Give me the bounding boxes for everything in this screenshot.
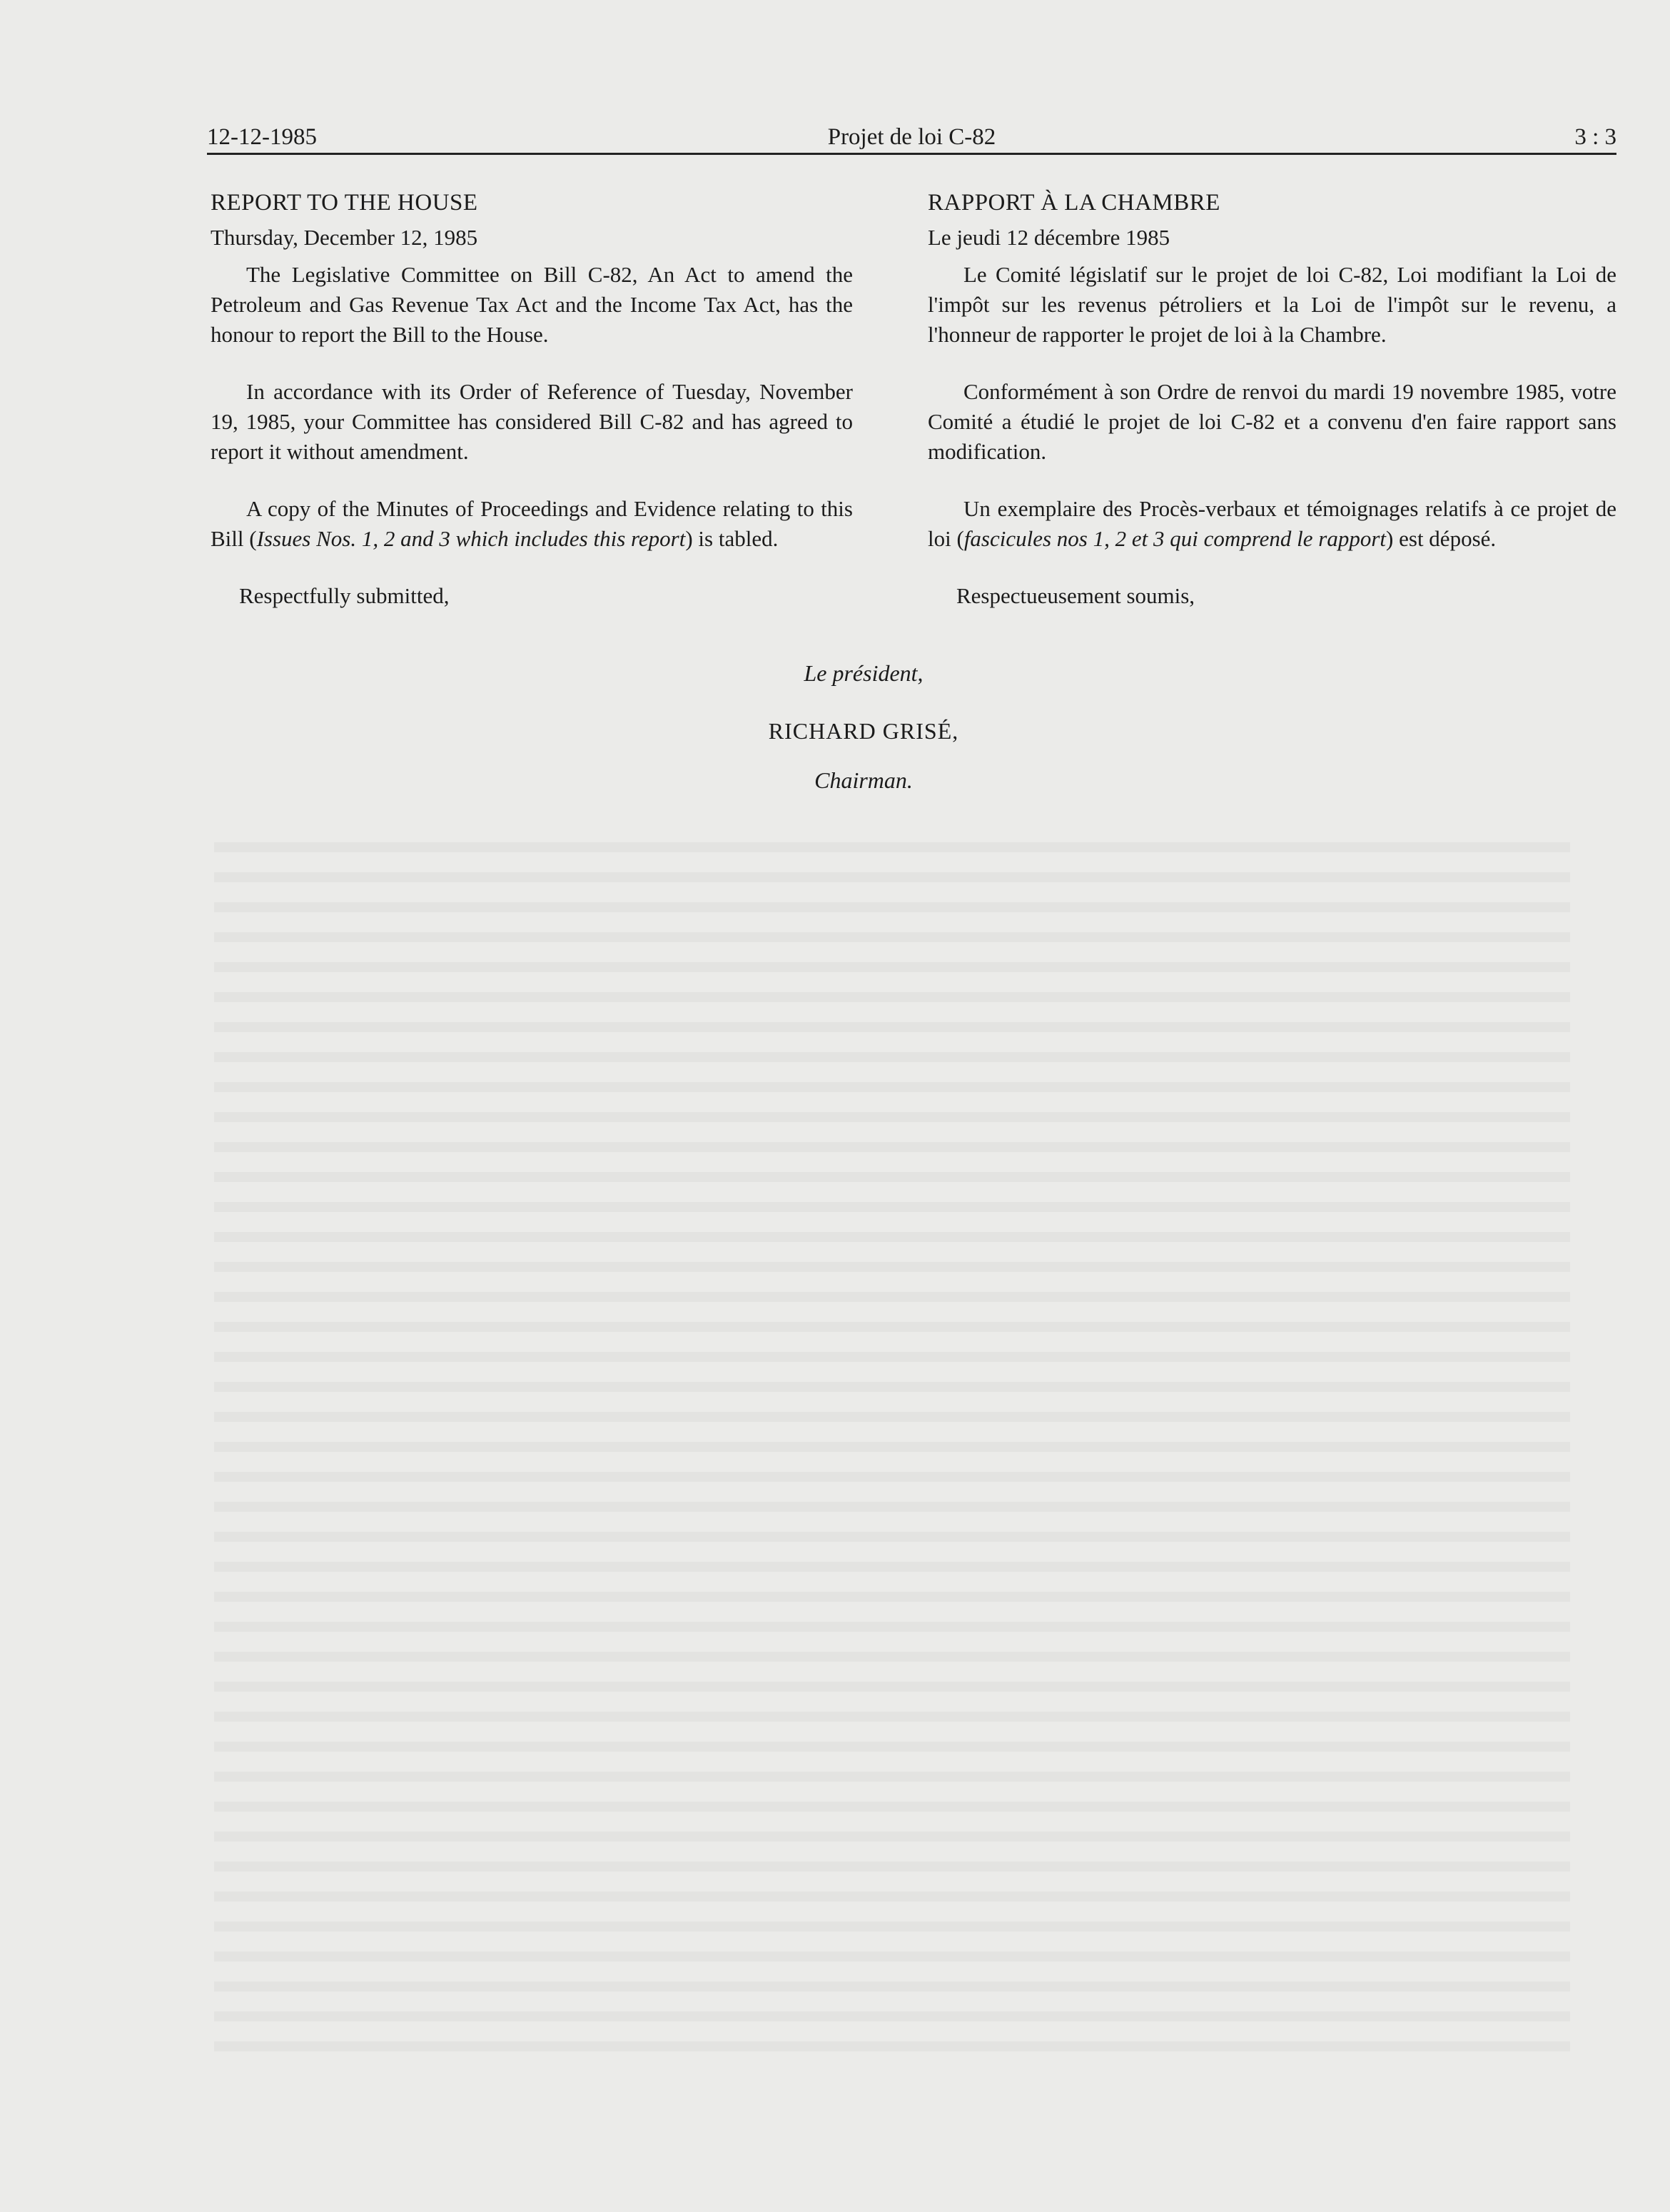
signature-name: RICHARD GRISÉ, — [768, 718, 959, 744]
english-signoff: Respectfully submitted, — [239, 583, 450, 608]
page-header — [207, 123, 1616, 151]
french-paragraph-3: Un exemplaire des Procès-verbaux et témoignages relatifs à ce projet de loi (fascicules nos 1, 2 et 3 qui comprend le rapport) est déposé. — [928, 496, 1616, 551]
header-page-number: 3 : 3 — [1574, 124, 1616, 150]
english-paragraph-2: In accordance with its Order of Reference of Tuesday, November 19, 1985, your Committee has considered Bill C-82 and has agreed to report it without amendment. — [211, 379, 853, 464]
header-title: Projet de loi C-82 — [827, 124, 996, 150]
english-column — [211, 186, 853, 638]
english-paragraph-1: The Legislative Committee on Bill C-82, An Act to amend the Petroleum and Gas Revenue Tax Act and the Income Tax Act, has the honour to report the Bill to the House. — [211, 262, 853, 347]
header-rule — [207, 153, 1616, 155]
french-paragraph-2: Conformément à son Ordre de renvoi du mardi 19 novembre 1985, votre Comité a étudié le projet de loi C-82 et a convenu d'en faire rapport sans modification. — [928, 379, 1616, 464]
signature-role: Chairman. — [814, 767, 913, 793]
header-date: 12-12-1985 — [207, 124, 317, 150]
english-heading: REPORT TO THE HOUSE — [211, 190, 478, 216]
french-column — [928, 186, 1616, 638]
french-date: Le jeudi 12 décembre 1985 — [928, 225, 1170, 250]
signature-president-title: Le président, — [804, 660, 923, 686]
english-date: Thursday, December 12, 1985 — [211, 225, 478, 250]
english-issues-reference: Issues Nos. 1, 2 and 3 which includes this report — [256, 526, 686, 551]
french-heading: RAPPORT À LA CHAMBRE — [928, 190, 1220, 216]
french-signoff: Respectueusement soumis, — [956, 583, 1195, 608]
french-paragraph-1: Le Comité législatif sur le projet de loi C-82, Loi modifiant la Loi de l'impôt sur les revenus pétroliers et la Loi de l'impôt sur le revenu, a l'honneur de rapporter le projet de loi à la Chambre. — [928, 262, 1616, 347]
french-fascicules-reference: fascicules nos 1, 2 et 3 qui comprend le rapport — [963, 526, 1387, 551]
english-paragraph-3: A copy of the Minutes of Proceedings and Evidence relating to this Bill (Issues Nos. 1, 2 and 3 which includes this report) is tabled. — [211, 496, 853, 551]
